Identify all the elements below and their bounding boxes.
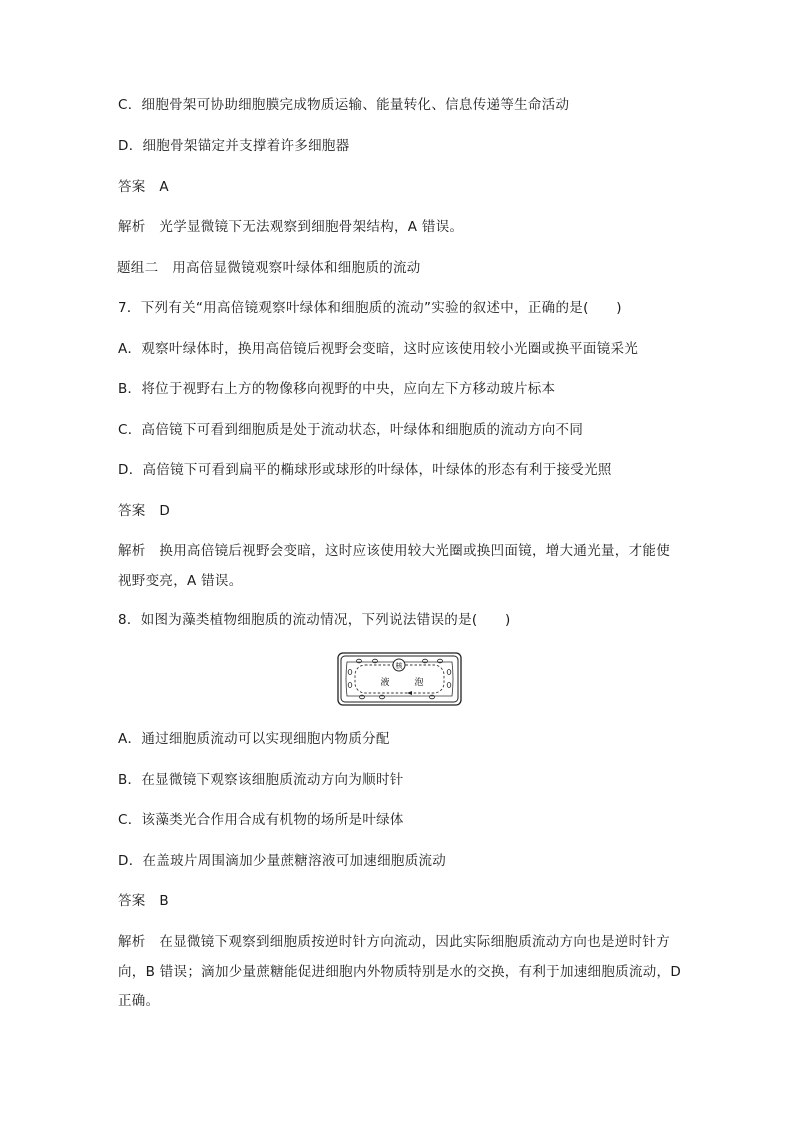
cell-diagram	[337, 652, 462, 706]
flow-arrow-bottom-icon	[407, 691, 412, 695]
q7-stem: 7．下列有关“用高倍镜观察叶绿体和细胞质的流动”实验的叙述中，正确的是( )	[118, 300, 622, 316]
q7-option-a: A．观察叶绿体时，换用高倍镜后视野会变暗，这时应该使用较小光圈或换平面镜采光	[118, 341, 639, 357]
q8-stem: 8．如图为藻类植物细胞质的流动情况，下列说法错误的是( )	[118, 612, 511, 628]
q7-explanation-line2: 视野变亮，A 错误。	[118, 573, 243, 589]
q8-explanation-line3: 正确。	[118, 993, 160, 1009]
q7-option-b: B．将位于视野右上方的物像移向视野的中央，应向左下方移动玻片标本	[118, 381, 556, 397]
q7-explanation-line1: 解析 换用高倍镜后视野会变暗，这时应该使用较大光圈或换凹面镜，增大通光量，才能使	[118, 543, 670, 559]
q7-answer: 答案 D	[118, 503, 171, 519]
q6-explanation: 解析 光学显微镜下无法观察到细胞骨架结构，A 错误。	[118, 219, 464, 235]
nucleus-label: 核	[395, 662, 403, 670]
q7-option-c: C．高倍镜下可看到细胞质是处于流动状态，叶绿体和细胞质的流动方向不同	[118, 422, 584, 438]
q6-answer: 答案 A	[118, 179, 169, 195]
group-title: 题组二 用高倍显微镜观察叶绿体和细胞质的流动	[117, 260, 421, 276]
q7-option-d: D．高倍镜下可看到扁平的椭球形或球形的叶绿体，叶绿体的形态有利于接受光照	[118, 462, 612, 478]
q8-option-a: A．通过细胞质流动可以实现细胞内物质分配	[118, 731, 390, 747]
vacuole-label-2: 泡	[414, 678, 424, 688]
vacuole-label-1: 液	[380, 678, 390, 688]
q8-explanation-line2: 向，B 错误；滴加少量蔗糖能促进细胞内外物质特别是水的交换，有利于加速细胞质流动，D	[118, 964, 682, 980]
q6-option-d: D．细胞骨架锚定并支撑着许多细胞器	[118, 138, 350, 154]
q8-answer: 答案 B	[118, 893, 169, 909]
q8-option-c: C．该藻类光合作用合成有机物的场所是叶绿体	[118, 812, 404, 828]
q8-option-b: B．在显微镜下观察该细胞质流动方向为顺时针	[118, 772, 404, 788]
q8-option-d: D．在盖玻片周围滴加少量蔗糖溶液可加速细胞质流动	[118, 853, 447, 869]
q6-option-c: C．细胞骨架可协助细胞膜完成物质运输、能量转化、信息传递等生命活动	[118, 97, 570, 113]
q8-explanation-line1: 解析 在显微镜下观察到细胞质按逆时针方向流动，因此实际细胞质流动方向也是逆时针方	[118, 934, 670, 950]
